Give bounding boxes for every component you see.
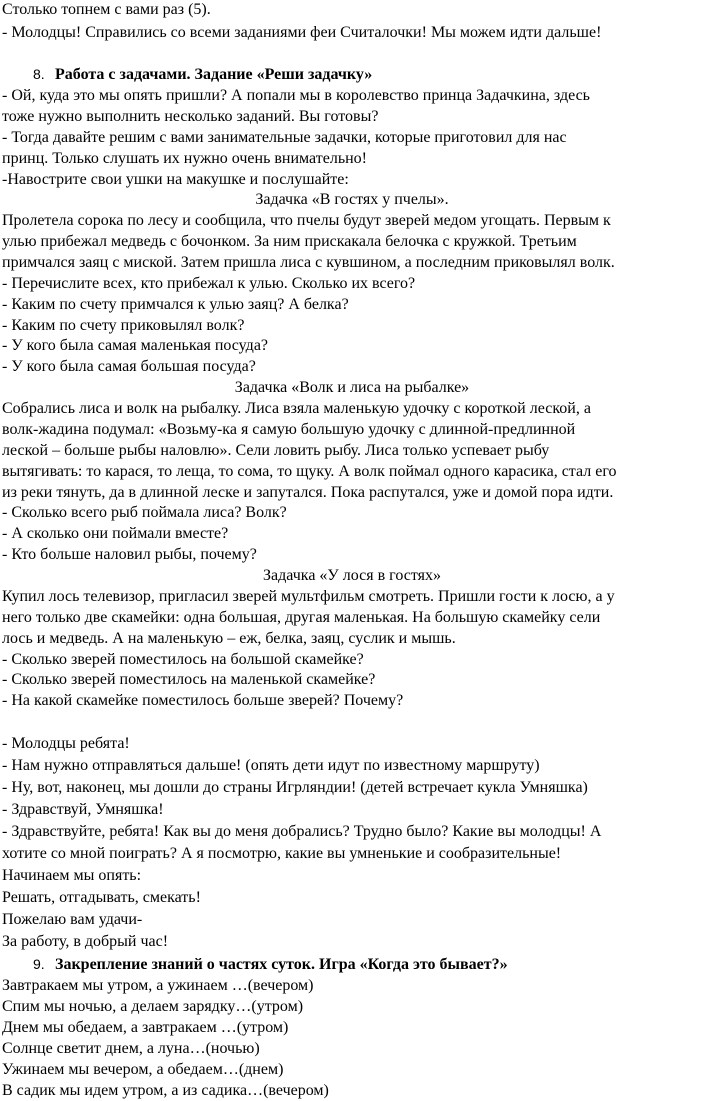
poem-line: Пожелаю вам удачи- (2, 911, 143, 928)
section-9-heading (33, 954, 508, 975)
poem-line: Решать, отгадывать, смекать! (2, 889, 201, 906)
game-line: Днем мы обедаем, а завтракаем …(утром) (2, 1019, 289, 1036)
dialog-line: - Ну, вот, наконец, мы дошли до страны Игрляндии! (детей встречает кукла Умняшка) (2, 779, 588, 796)
text-line: Пролетела сорока по лесу и сообщила, что пчелы будут зверей медом угощать. Первым к (2, 212, 611, 229)
text-line: принц. Только слушать их нужно очень внимательно! (2, 150, 368, 167)
game-line: Завтракаем мы утром, а ужинаем …(вечером) (2, 977, 314, 994)
text-line: лось и медведь. А на маленькую – еж, белка, заяц, суслик и мышь. (2, 630, 456, 647)
section-8-heading (33, 64, 372, 85)
game-line: Спим мы ночью, а делаем зарядку…(утром) (2, 998, 304, 1015)
task-2-title: Задачка «Волк и лиса на рыбалке» (234, 379, 470, 396)
question-line: - Каким по счету приковылял волк? (2, 317, 245, 334)
game-line: Ужинаем мы вечером, а обедаем…(днем) (2, 1061, 284, 1078)
text-line: -Навострите свои ушки на макушке и послушайте: (2, 171, 349, 188)
question-line: - На какой скамейке поместилось больше зверей? Почему? (2, 692, 404, 709)
dialog-line: - Здравствуй, Умняшка! (2, 801, 164, 818)
dialog-line: - Молодцы ребята! (2, 735, 130, 752)
text-line: улью прибежал медведь с бочонком. За ним прискакала белочка с кружкой. Третьим (2, 233, 577, 250)
text-line: - Ой, куда это мы опять пришли? А попали мы в королевство принца Задачкина, здесь (2, 87, 590, 104)
text-line: него только две скамейки: одна большая, другая маленькая. На большую скамейку сели (2, 609, 601, 626)
question-line: - У кого была самая маленькая посуда? (2, 337, 269, 354)
question-line: - Сколько зверей поместилось на большой скамейке? (2, 651, 364, 668)
text-line: Собрались лиса и волк на рыбалку. Лиса взяла маленькую удочку с короткой леской, а (2, 400, 591, 417)
dialog-line: хотите со мной поиграть? А я посмотрю, какие вы умненькие и сообразительные! (2, 845, 562, 862)
section-9-title: Закрепление знаний о частях суток. Игра «Когда это бывает?» (55, 956, 508, 973)
text-line: волк-жадина подумал: «Возьму-ка я самую большую удочку с длинной-предлинной (2, 421, 576, 438)
text-line: - Тогда давайте решим с вами занимательные задачки, которые приготовил для нас (2, 129, 567, 146)
task-3-title: Задачка «У лося в гостях» (263, 567, 441, 584)
game-line: В садик мы идем утром, а из садика…(вечером) (2, 1082, 329, 1099)
text-line: из реки тянуть, да в длинной леске и запутался. Пока распутался, уже и домой пора идти. (2, 484, 614, 501)
poem-line: За работу, в добрый час! (2, 933, 169, 950)
intro-line: Столько топнем с вами раз (5). (2, 1, 211, 18)
section-8-title: Работа с задачами. Задание «Реши задачку» (55, 66, 373, 83)
intro-line: - Молодцы! Справились со всеми заданиями феи Считалочки! Мы можем идти дальше! (2, 24, 602, 41)
text-line: Купил лось телевизор, пригласил зверей мультфильм смотреть. Пришли гости к лосю, а у (2, 588, 615, 605)
question-line: - У кого была самая большая посуда? (2, 358, 256, 375)
question-line: - Кто больше наловил рыбы, почему? (2, 546, 257, 563)
question-line: - Перечислите всех, кто прибежал к улью. Сколько их всего? (2, 275, 416, 292)
question-line: - Сколько зверей поместилось на маленькой скамейке? (2, 671, 376, 688)
dialog-line: Начинаем мы опять: (2, 867, 142, 884)
section-8-number: 8. (33, 66, 45, 82)
text-line: леской – больше рыбы наловлю». Сели ловить рыбу. Лиса только успевает рыбу (2, 442, 550, 459)
section-9-number: 9. (33, 956, 45, 972)
task-1-title: Задачка «В гостях у пчелы». (255, 191, 449, 208)
text-line: тоже нужно выполнить несколько заданий. Вы готовы? (2, 108, 379, 125)
dialog-line: - Здравствуйте, ребята! Как вы до меня добрались? Трудно было? Какие вы молодцы! А (2, 823, 602, 840)
question-line: - Каким по счету примчался к улью заяц? А белка? (2, 296, 349, 313)
question-line: - А сколько они поймали вместе? (2, 525, 229, 542)
dialog-line: - Нам нужно отправляться дальше! (опять дети идут по известному маршруту) (2, 757, 540, 774)
game-line: Солнце светит днем, а луна…(ночью) (2, 1040, 260, 1057)
text-line: примчался заяц с миской. Затем пришла лиса с кувшином, а последним приковылял волк. (2, 254, 615, 271)
question-line: - Сколько всего рыб поймала лиса? Волк? (2, 504, 287, 521)
text-line: вытягивать: то карася, то леща, то сома, то щуку. А волк поймал одного карасика, стал его (2, 463, 617, 480)
